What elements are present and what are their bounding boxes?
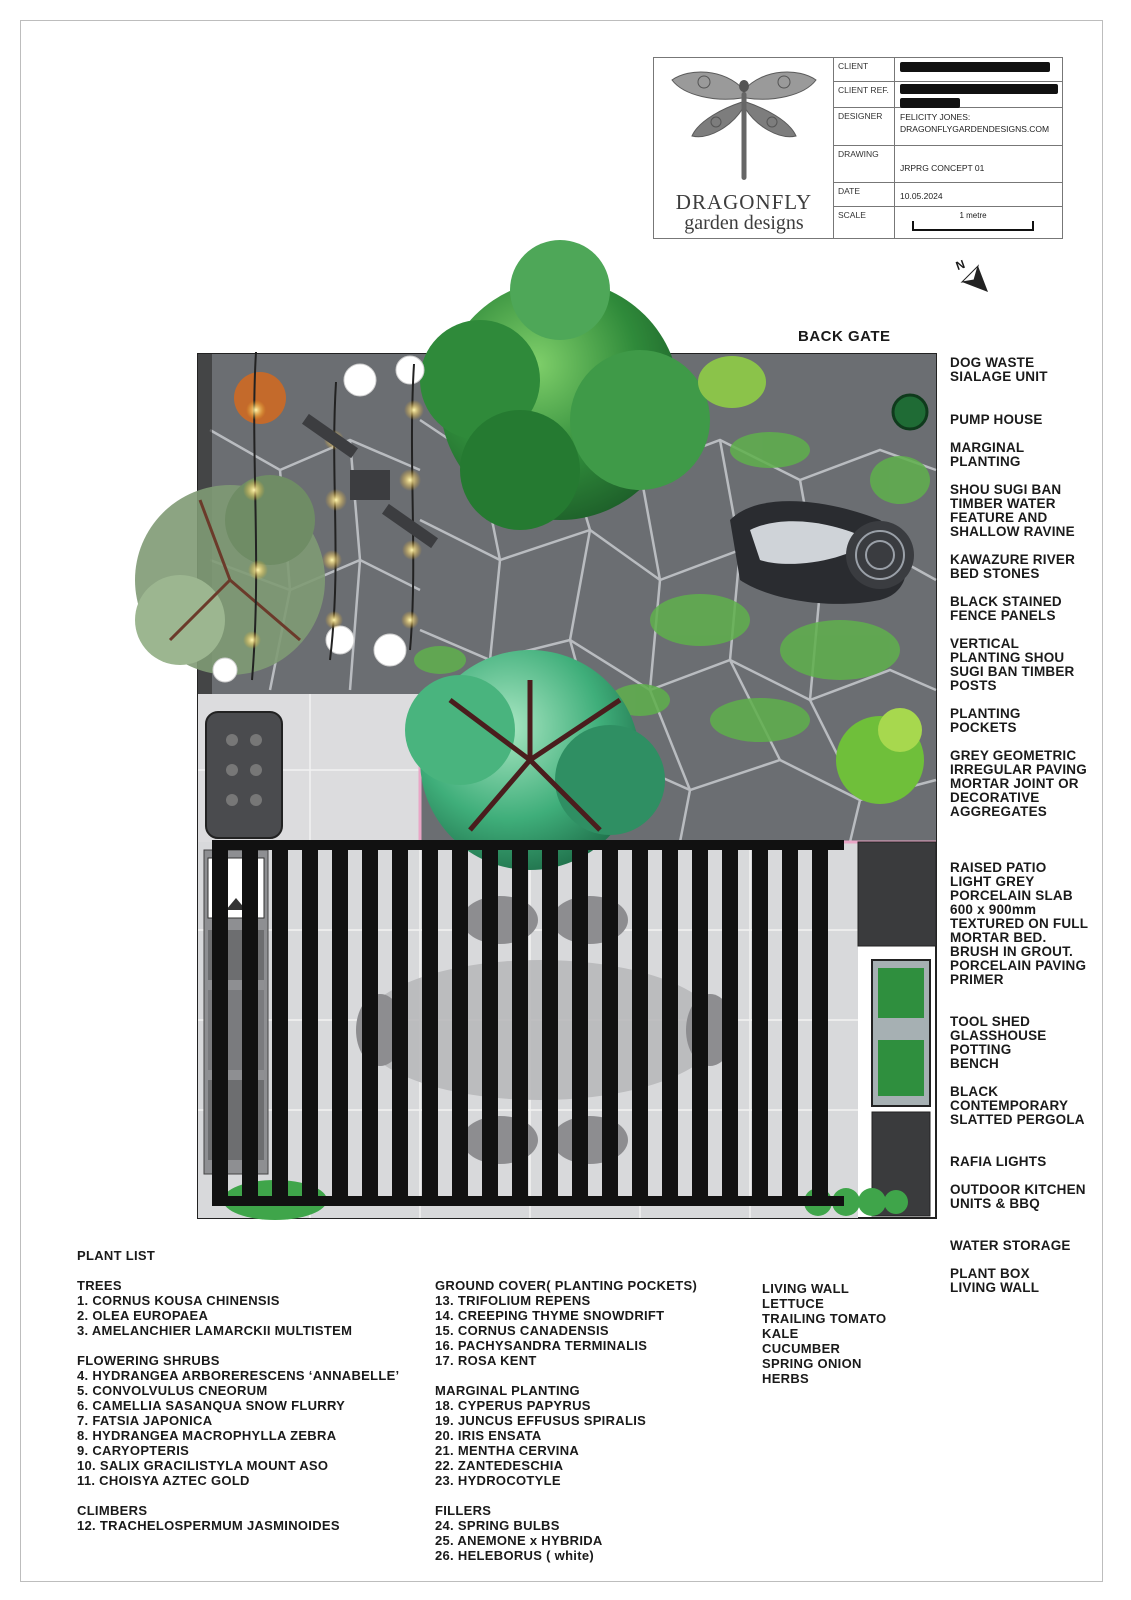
water-storage bbox=[206, 712, 282, 838]
logo-name-line2: garden designs bbox=[684, 212, 804, 234]
ground-cover-heading: GROUND COVER( PLANTING POCKETS) bbox=[435, 1278, 698, 1293]
plant-list-title: PLANT LIST bbox=[77, 1248, 156, 1263]
key-planting-pockets: PLANTING POCKETS bbox=[950, 706, 1021, 735]
north-letter: N bbox=[953, 256, 967, 274]
list-item: 15. CORNUS CANADENSIS bbox=[435, 1323, 609, 1338]
list-item: 5. CONVOLVULUS CNEORUM bbox=[77, 1383, 268, 1398]
drawing-label: DRAWING bbox=[838, 149, 879, 159]
key-water-storage: WATER STORAGE bbox=[950, 1238, 1071, 1253]
drawing-value: JRPRG CONCEPT 01 bbox=[900, 163, 985, 173]
list-item: KALE bbox=[762, 1326, 799, 1341]
key-pump-house: PUMP HOUSE bbox=[950, 412, 1043, 427]
fillers-heading: FILLERS bbox=[435, 1503, 492, 1518]
list-item: 11. CHOISYA AZTEC GOLD bbox=[77, 1473, 250, 1488]
tool-shed bbox=[858, 842, 936, 946]
key-river-stones: KAWAZURE RIVER BED STONES bbox=[950, 552, 1076, 581]
climbers-heading: CLIMBERS bbox=[77, 1503, 148, 1518]
list-item: TRAILING TOMATO bbox=[762, 1311, 887, 1326]
scale-label: SCALE bbox=[838, 210, 866, 220]
list-item: HERBS bbox=[762, 1371, 810, 1386]
key-marginal-planting: MARGINAL PLANTING bbox=[950, 440, 1025, 469]
trees-heading: TREES bbox=[77, 1278, 122, 1293]
designer-site: DRAGONFLYGARDENDESIGNS.COM bbox=[900, 124, 1050, 134]
list-item: 16. PACHYSANDRA TERMINALIS bbox=[435, 1338, 648, 1353]
list-item: 14. CREEPING THYME SNOWDRIFT bbox=[435, 1308, 665, 1323]
key-raised-patio: RAISED PATIO LIGHT GREY PORCELAIN SLAB 600 x 900mm TEXTURED ON FULL MORTAR BED. BRUSH IN GROUT. PORCELAIN PAVING PRIMER bbox=[950, 860, 1088, 987]
list-item: LETTUCE bbox=[762, 1296, 825, 1311]
living-wall-heading: LIVING WALL bbox=[762, 1281, 850, 1296]
key-outdoor-kitchen: OUTDOOR KITCHEN UNITS & BBQ bbox=[950, 1182, 1086, 1211]
pump-house bbox=[893, 395, 927, 429]
list-item: 12. TRACHELOSPERMUM JASMINOIDES bbox=[77, 1518, 340, 1533]
key-rafia-lights: RAFIA LIGHTS bbox=[950, 1154, 1047, 1169]
list-item: 21. MENTHA CERVINA bbox=[435, 1443, 580, 1458]
back-gate-label: BACK GATE bbox=[798, 328, 891, 345]
key-pergola: BLACK CONTEMPORARY SLATTED PERGOLA bbox=[950, 1084, 1085, 1127]
key-fence-panels: BLACK STAINED FENCE PANELS bbox=[950, 594, 1062, 623]
list-item: 4. HYDRANGEA ARBORERESCENS ‘ANNABELLE’ bbox=[77, 1368, 400, 1383]
list-item: 25. ANEMONE x HYBRIDA bbox=[435, 1533, 603, 1548]
list-item: 13. TRIFOLIUM REPENS bbox=[435, 1293, 591, 1308]
list-item: 3. AMELANCHIER LAMARCKII MULTISTEM bbox=[77, 1323, 353, 1338]
list-item: 26. HELEBORUS ( white) bbox=[435, 1548, 595, 1563]
list-item: CUCUMBER bbox=[762, 1341, 841, 1356]
marginal-heading: MARGINAL PLANTING bbox=[435, 1383, 580, 1398]
key-paving: GREY GEOMETRIC IRREGULAR PAVING MORTAR JOINT OR DECORATIVE AGGREGATES bbox=[950, 748, 1087, 819]
date-label: DATE bbox=[838, 186, 861, 196]
list-item: 22. ZANTEDESCHIA bbox=[435, 1458, 564, 1473]
list-item: 9. CARYOPTERIS bbox=[77, 1443, 190, 1458]
marginal-planting-shrub bbox=[698, 356, 766, 408]
list-item: 6. CAMELLIA SASANQUA SNOW FLURRY bbox=[77, 1398, 346, 1413]
plant-list-col-1 bbox=[77, 1248, 399, 1533]
list-item: 18. CYPERUS PAPYRUS bbox=[435, 1398, 591, 1413]
list-item: 24. SPRING BULBS bbox=[435, 1518, 560, 1533]
key-tool-shed: TOOL SHED GLASSHOUSE POTTING BENCH bbox=[950, 1014, 1047, 1071]
logo-name-line1: DRAGONFLY bbox=[675, 190, 813, 214]
list-item: 20. IRIS ENSATA bbox=[435, 1428, 542, 1443]
key-water-feature: SHOU SUGI BAN TIMBER WATER FEATURE AND SHALLOW RAVINE bbox=[950, 482, 1075, 539]
list-item: 2. OLEA EUROPAEA bbox=[77, 1308, 209, 1323]
scale-value: 1 metre bbox=[959, 211, 987, 220]
shrubs-heading: FLOWERING SHRUBS bbox=[77, 1353, 220, 1368]
plant-list-col-3 bbox=[762, 1281, 886, 1386]
key-vertical-planting: VERTICAL PLANTING SHOU SUGI BAN TIMBER POSTS bbox=[950, 636, 1075, 693]
list-item: 19. JUNCUS EFFUSUS SPIRALIS bbox=[435, 1413, 647, 1428]
designer-name: FELICITY JONES: bbox=[900, 112, 971, 122]
list-item: 7. FATSIA JAPONICA bbox=[77, 1413, 213, 1428]
plant-list-col-2 bbox=[435, 1278, 697, 1563]
designer-label: DESIGNER bbox=[838, 111, 883, 121]
list-item: 10. SALIX GRACILISTYLA MOUNT ASO bbox=[77, 1458, 329, 1473]
list-item: 17. ROSA KENT bbox=[435, 1353, 537, 1368]
list-item: 1. CORNUS KOUSA CHINENSIS bbox=[77, 1293, 280, 1308]
list-item: 23. HYDROCOTYLE bbox=[435, 1473, 561, 1488]
key-dog-waste: DOG WASTE SIALAGE UNIT bbox=[950, 355, 1048, 384]
key-plant-box: PLANT BOX LIVING WALL bbox=[950, 1266, 1040, 1295]
list-item: 8. HYDRANGEA MACROPHYLLA ZEBRA bbox=[77, 1428, 337, 1443]
list-item: SPRING ONION bbox=[762, 1356, 862, 1371]
tree-canopy-amelanchier bbox=[135, 475, 325, 675]
client-ref-label: CLIENT REF. bbox=[838, 85, 889, 95]
date-value: 10.05.2024 bbox=[900, 191, 943, 201]
client-label: CLIENT bbox=[838, 61, 869, 71]
